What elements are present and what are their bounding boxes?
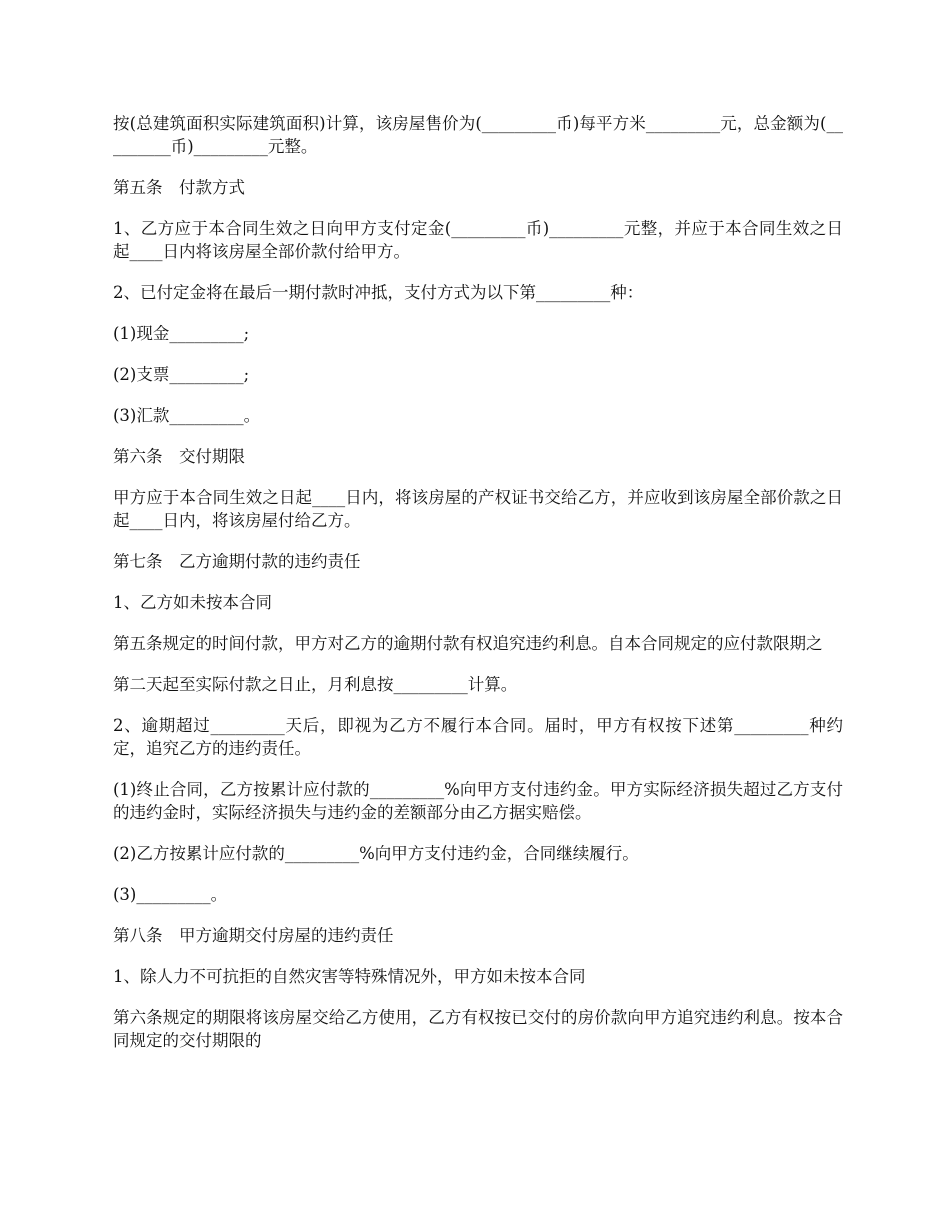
article-7-heading: 第七条 乙方逾期付款的违约责任 [113,552,361,571]
paragraph-overdue-days: 2、逾期超过_________天后，即视为乙方不履行本合同。届时，甲方有权按下述第_________种约定，追究乙方的违约责任。 [113,716,843,758]
payment-option-cash: (1)现金_________; [113,324,250,343]
paragraph-monthly-interest: 第二天起至实际付款之日止，月利息按_________计算。 [113,675,518,694]
paragraph-deposit: 1、乙方应于本合同生效之日向甲方支付定金(_________币)_________元整，并应于本合同生效之日起____日内将该房屋全部价款付给甲方。 [113,219,843,261]
article-8-heading: 第八条 甲方逾期交付房屋的违约责任 [113,926,394,945]
penalty-option-terminate: (1)终止合同，乙方按累计应付款的_________%向甲方支付违约金。甲方实际经济损失超过乙方支付的违约金时，实际经济损失与违约金的差额部分由乙方据实赔偿。 [113,780,843,822]
contract-page [113,112,843,1070]
paragraph-buyer-default-2: 第五条规定的时间付款，甲方对乙方的逾期付款有权追究违约利息。自本合同规定的应付款限期之 [113,634,823,653]
article-6-heading: 第六条 交付期限 [113,447,245,466]
paragraph-buyer-default-1: 1、乙方如未按本合同 [113,593,272,612]
article-5-heading: 第五条 付款方式 [113,178,245,197]
penalty-option-continue: (2)乙方按累计应付款的_________%向甲方支付违约金，合同继续履行。 [113,844,639,863]
paragraph-seller-default-1: 1、除人力不可抗拒的自然灾害等特殊情况外，甲方如未按本合同 [113,967,586,986]
penalty-option-other: (3)_________。 [113,885,228,904]
paragraph-delivery-term: 甲方应于本合同生效之日起____日内，将该房屋的产权证书交给乙方，并应收到该房屋全部价款之日起____日内，将该房屋付给乙方。 [113,488,843,530]
paragraph-payment-method: 2、已付定金将在最后一期付款时冲抵，支付方式为以下第_________种： [113,283,644,302]
payment-option-remittance: (3)汇款_________。 [113,406,261,425]
paragraph-price: 按(总建筑面积实际建筑面积)计算，该房屋售价为(_________币)每平方米_________元，总金额为(_________币)_________元整。 [113,114,843,156]
paragraph-seller-default-2: 第六条规定的期限将该房屋交给乙方使用，乙方有权按已交付的房价款向甲方追究违约利息。按本合同规定的交付期限的 [113,1008,843,1050]
payment-option-check: (2)支票_________; [113,365,250,384]
